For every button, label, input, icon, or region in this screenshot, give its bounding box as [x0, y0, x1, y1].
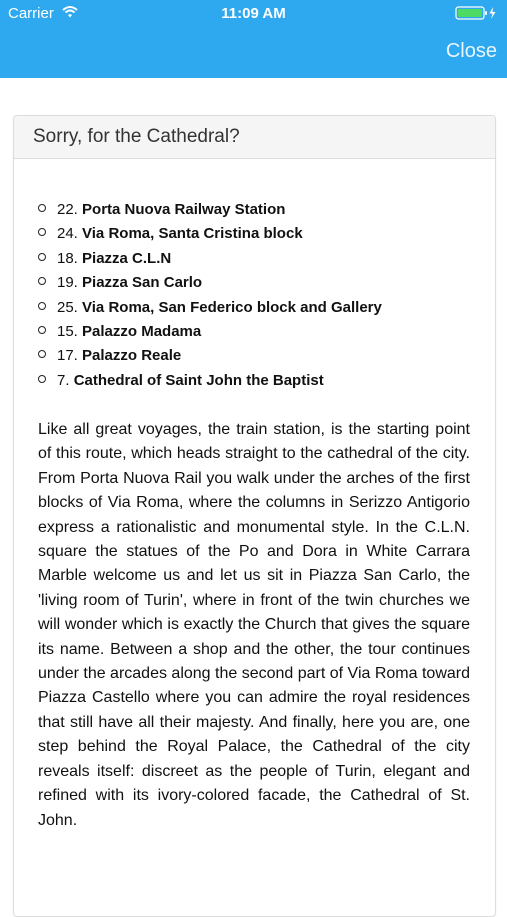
card-header: [14, 116, 495, 159]
list-item: [38, 296, 382, 320]
status-bar: [0, 0, 507, 28]
list-item: [38, 369, 382, 393]
battery-icon: [455, 6, 499, 20]
navigation-bar: [0, 28, 507, 78]
stop-name: Piazza C.L.N: [82, 249, 172, 267]
close-button[interactable]: Close: [445, 40, 497, 62]
list-item: [38, 198, 382, 222]
list-item: [38, 247, 382, 271]
stop-number: 17.: [57, 347, 78, 365]
bullet-icon: [38, 326, 46, 334]
stops-list: [38, 198, 382, 393]
bullet-icon: [38, 204, 46, 212]
bullet-icon: [38, 277, 46, 285]
stop-number: 7.: [57, 371, 70, 389]
bullet-icon: [38, 350, 46, 358]
route-card: [13, 115, 496, 917]
stop-name: Via Roma, Santa Cristina block: [82, 225, 303, 243]
bullet-icon: [38, 228, 46, 236]
clock: 11:09 AM: [221, 5, 286, 22]
stop-name: Cathedral of Saint John the Baptist: [73, 371, 324, 389]
stop-name: Porta Nuova Railway Station: [82, 201, 286, 218]
bullet-icon: [38, 375, 46, 383]
card-title: Sorry, for the Cathedral?: [33, 126, 240, 147]
charging-icon: [490, 7, 496, 19]
stop-number: 25.: [57, 298, 78, 316]
list-item: [38, 222, 382, 246]
stop-number: 15.: [57, 322, 78, 340]
stop-name: Palazzo Reale: [82, 347, 182, 365]
list-item: [38, 271, 382, 295]
list-item: [38, 344, 382, 368]
stop-number: 24.: [57, 225, 78, 243]
list-item: [38, 320, 382, 344]
stop-name: Piazza San Carlo: [82, 274, 203, 292]
stop-number: 19.: [57, 274, 78, 292]
stop-name: Palazzo Madama: [82, 322, 202, 340]
bullet-icon: [38, 253, 46, 261]
bullet-icon: [38, 302, 46, 310]
stop-name: Via Roma, San Federico block and Gallery: [82, 298, 382, 316]
stop-number: 22.: [57, 201, 78, 218]
stop-number: 18.: [57, 249, 78, 267]
route-description: Like all great voyages, the train station, is the starting point of this route, which heads straight to the cathedral of the city. From Porta Nuova Rail you walk under the arches of the first blocks of Via Roma, where the columns in Serizzo Antigorio express a rationalistic and monumental style. In the C.L.N. square the statues of the Po and Dora in White Carrara Marble welcome us and let us sit in Piazza San Carlo, the 'living room of Turin', where in front of the twin churches we will wonder which is exactly the Church that gives the square its name. Between a shop and the other, the tour continues under the arcades along the second part of Via Roma toward Piazza Castello where you can admire the royal residences that still have all their majesty. And finally, here you are, one step behind the Royal Palace, the Cathedral of the city reveals itself: discreet as the people of Turin, elegant and refined with its ivory-colored facade, the Cathedral of St. John.: [38, 421, 470, 829]
carrier-label: Carrier: [8, 5, 54, 22]
